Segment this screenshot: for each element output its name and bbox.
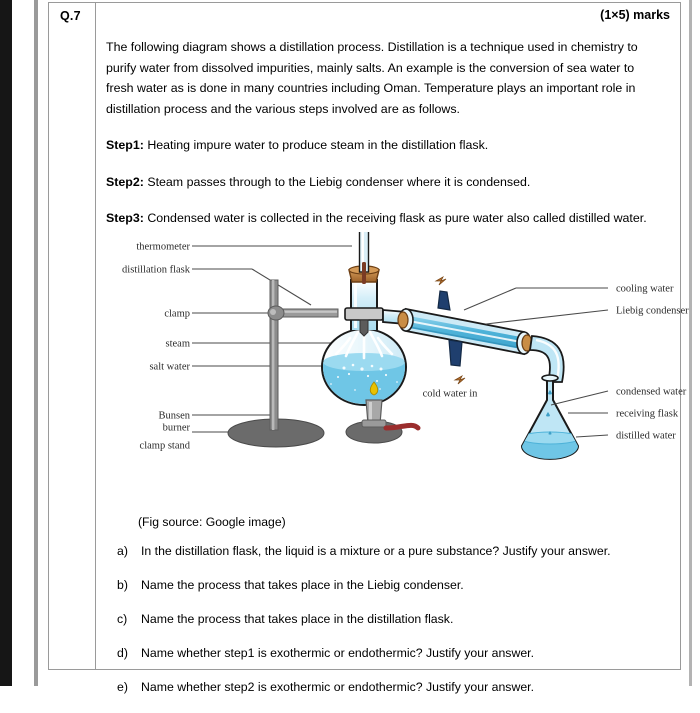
- label-cold-water-in: cold water in: [422, 388, 478, 400]
- sub-question-e: [117, 679, 660, 696]
- scan-edge-gray: [34, 0, 38, 686]
- sub-question-b-marker: b): [117, 578, 128, 592]
- marks-row: [96, 3, 680, 27]
- sub-question-d-text: Name whether step1 is exothermic or endothermic? Justify your answer.: [141, 646, 534, 660]
- sub-question-e-marker: e): [117, 680, 128, 694]
- sub-question-b: [117, 577, 660, 594]
- diagram-label-text: [122, 242, 689, 452]
- sub-question-d-marker: d): [117, 646, 128, 660]
- label-clamp-stand: clamp stand: [139, 440, 190, 452]
- right-leader-lines: [464, 288, 608, 437]
- step-1-text: Heating impure water to produce steam in the distillation flask.: [143, 138, 489, 152]
- label-clamp: clamp: [164, 308, 190, 320]
- step-1-label: Step1:: [106, 138, 144, 152]
- receiving-flask-graphic: [516, 375, 586, 464]
- label-salt-water: salt water: [149, 361, 190, 373]
- label-thermometer: thermometer: [136, 241, 190, 253]
- step-3: [106, 208, 658, 229]
- intro-paragraph: The following diagram shows a distillation process. Distillation is a technique used in chemistry to purify water from dissolved impurities, mainly salts. An example is the conversion of sea water to fresh water as is done in many countries including Oman. Temperature plays an important role in distillation process and the various steps involved are as follows.: [106, 40, 638, 116]
- question-number-cell: [49, 3, 96, 669]
- step-1: [106, 135, 658, 156]
- step-2: [106, 172, 658, 193]
- sub-question-b-text: Name the process that takes place in the Liebig condenser.: [141, 578, 464, 592]
- clamp-graphic: [268, 306, 338, 320]
- step-3-label: Step3:: [106, 211, 144, 225]
- sub-question-c: [117, 611, 660, 628]
- sub-question-a-text: In the distillation flask, the liquid is a mixture or a pure substance? Justify your answer.: [141, 544, 611, 558]
- sub-question-a: [117, 543, 660, 560]
- sub-question-a-marker: a): [117, 544, 128, 558]
- thermometer-graphic: [349, 232, 379, 284]
- sub-questions-list: [117, 543, 660, 713]
- marks-label: (1×5) marks: [600, 8, 670, 22]
- sub-question-c-marker: c): [117, 612, 128, 626]
- label-distillation-flask: distillation flask: [122, 264, 190, 276]
- label-distilled-water: distilled water: [616, 430, 676, 442]
- label-condensed-water: condensed water: [616, 386, 687, 398]
- figure-source-caption: (Fig source: Google image): [138, 515, 286, 529]
- step-3-text: Condensed water is collected in the receiving flask as pure water also called distilled water.: [143, 211, 647, 225]
- liebig-condenser-graphic: [398, 277, 532, 384]
- label-bunsen: Bunsen: [158, 410, 190, 422]
- question-body: [96, 27, 689, 694]
- label-burner: burner: [162, 422, 190, 434]
- sub-question-e-text: Name whether step2 is exothermic or endothermic? Justify your answer.: [141, 680, 534, 694]
- step-2-text: Steam passes through to the Liebig condenser where it is condensed.: [143, 174, 531, 189]
- label-receiving-flask: receiving flask: [616, 408, 679, 420]
- step-2-label: Step2:: [106, 174, 144, 189]
- question-table: [48, 2, 689, 694]
- clamp-stand-graphic: [228, 280, 324, 447]
- scan-edge-dark: [0, 0, 12, 686]
- sub-question-d: [117, 645, 660, 662]
- distillation-diagram: [106, 232, 696, 492]
- label-cooling-water: cooling water: [616, 283, 674, 295]
- distillation-flask-graphic: [321, 280, 409, 408]
- question-number-label: Q.7: [60, 9, 81, 23]
- label-steam: steam: [165, 338, 190, 350]
- sub-question-c-text: Name the process that takes place in the distillation flask.: [141, 612, 454, 626]
- question-content-cell: [96, 3, 689, 694]
- label-liebig-condenser: Liebig condenser: [616, 305, 689, 317]
